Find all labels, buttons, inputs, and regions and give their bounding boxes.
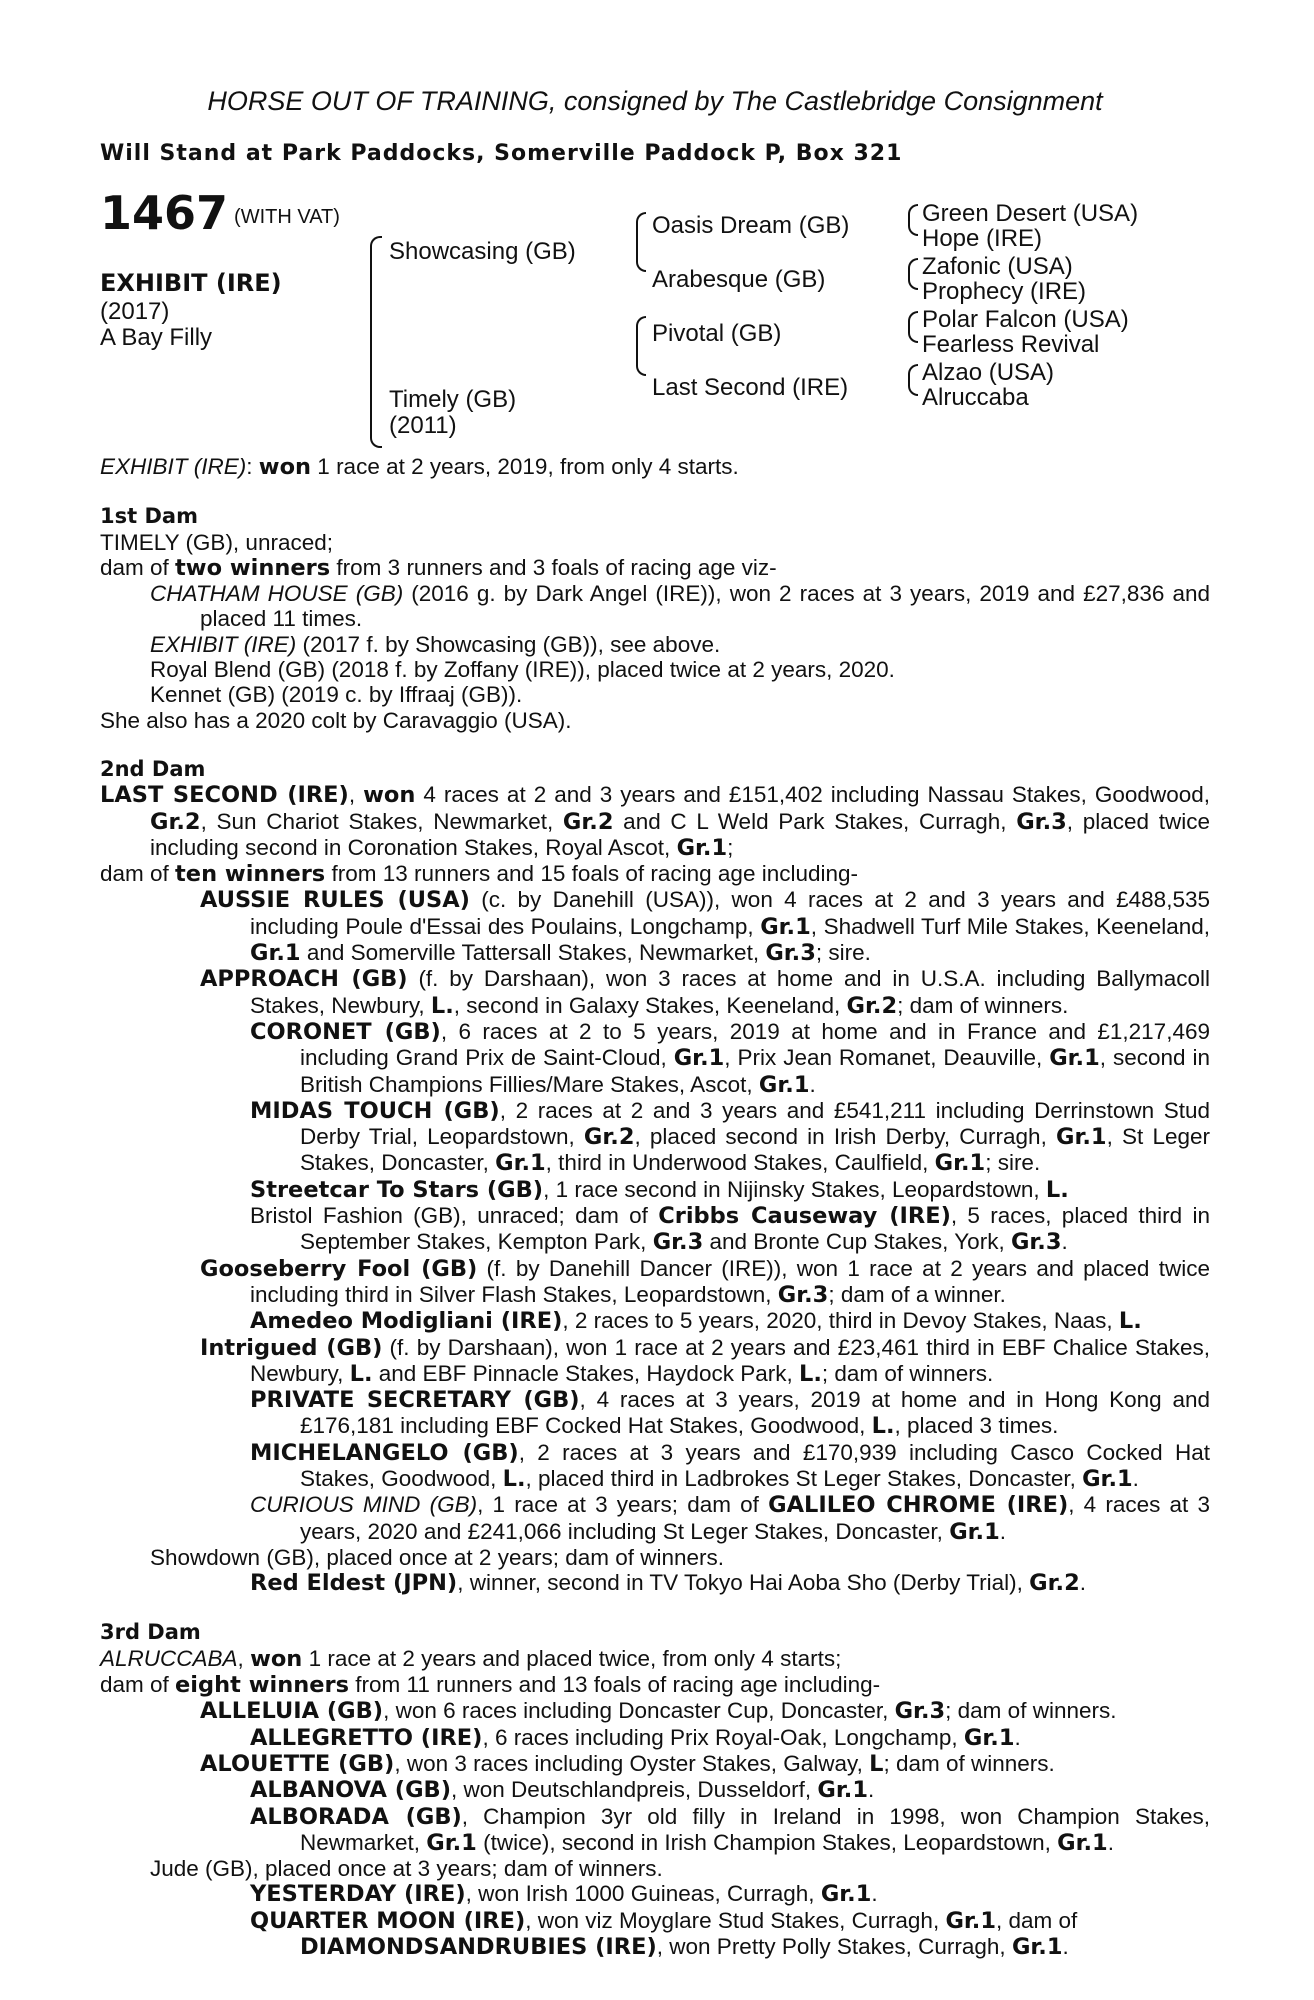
produce-entry: Bristol Fashion (GB), unraced; dam of Cribbs Causeway (IRE), 5 races, placed third in September Stakes, Kempton Park, Gr.3 and Bronte Cup Stakes, York, Gr.3. [250, 1203, 1210, 1256]
produce-entry: Red Eldest (JPN), winner, second in TV Tokyo Hai Aoba Sho (Derby Trial), Gr.2. [250, 1570, 1086, 1597]
produce-entry: Royal Blend (GB) (2018 f. by Zoffany (IRE)), placed twice at 2 years, 2020. [150, 657, 895, 683]
consignment-line: HORSE OUT OF TRAINING, consigned by The Castlebridge Consignment [207, 86, 1103, 116]
dam-year: (2011) [389, 412, 457, 439]
produce-entry: QUARTER MOON (IRE), won viz Moyglare Stud Stakes, Curragh, Gr.1, dam of [250, 1907, 1078, 1934]
sire-parents-brace [636, 212, 646, 272]
dam-dam-name: Last Second (IRE) [652, 374, 849, 401]
produce-entry: MIDAS TOUCH (GB), 2 races at 2 and 3 years and £541,211 including Derrinstown Stud Derby Trial, Leopardstown, Gr.2, placed second in Irish Derby, Curragh, Gr.1, St Leger Stakes, Doncaster, Gr.1, third in Underwood Stakes, Caulfield, Gr.1; sire. [250, 1097, 1210, 1177]
produce-entry: MICHELANGELO (GB), 2 races at 3 years and £170,939 including Casco Cocked Hat Stakes, Goodwood, L., placed third in Ladbrokes St Leger Stakes, Doncaster, Gr.1. [250, 1439, 1210, 1492]
g4-name: Prophecy (IRE) [922, 278, 1087, 305]
produce-entry: DIAMONDSANDRUBIES (IRE), won Pretty Polly Stakes, Curragh, Gr.1. [300, 1934, 1069, 1961]
sire-name: Showcasing (GB) [389, 238, 576, 265]
dam-sire-name: Pivotal (GB) [652, 320, 782, 347]
pedigree-table [100, 186, 1210, 440]
produce-entry: Jude (GB), placed once at 3 years; dam of winners. [150, 1856, 663, 1882]
produce-entry: Kennet (GB) (2019 c. by Iffraaj (GB)). [150, 682, 523, 708]
race-summary: EXHIBIT (IRE): won 1 race at 2 years, 2019, from only 4 starts. [100, 454, 739, 480]
third-dam-produce-intro: dam of eight winners from 11 runners and 13 foals of racing age including- [100, 1672, 881, 1699]
produce-entry: Gooseberry Fool (GB) (f. by Danehill Dancer (IRE)), won 1 race at 2 years and placed twice including third in Silver Flash Stakes, Leopardstown, Gr.3; dam of a winner. [200, 1255, 1210, 1308]
produce-entry: AUSSIE RULES (USA) (c. by Danehill (USA)), won 4 races at 2 and 3 years and £488,535 including Poule d'Essai des Poulains, Longchamp, Gr.1, Shadwell Turf Mile Stakes, Keeneland, Gr.1 and Somerville Tattersall Stakes, Newmarket, Gr.3; sire. [200, 887, 1211, 967]
produce-note: She also has a 2020 colt by Caravaggio (USA). [100, 707, 572, 733]
catalogue-body [100, 454, 1210, 1960]
produce-entry: Streetcar To Stars (GB), 1 race second in Nijinsky Stakes, Leopardstown, L. [250, 1176, 1069, 1203]
produce-entry: ALOUETTE (GB), won 3 races including Oyster Stakes, Galway, L; dam of winners. [200, 1750, 1055, 1777]
g-brace-4 [908, 364, 918, 396]
sire-dam-brace [370, 236, 382, 448]
catalogue-page [100, 80, 1210, 1960]
lot-header [100, 186, 340, 240]
g6-name: Fearless Revival [922, 331, 1100, 358]
horse-year: (2017) [100, 298, 170, 325]
produce-entry: ALBORADA (GB), Champion 3yr old filly in Ireland in 1998, won Champion Stakes, Newmarket, Gr.1 (twice), second in Irish Champion Stakes, Leopardstown, Gr.1. [250, 1803, 1210, 1856]
horse-name: EXHIBIT (IRE) [100, 269, 282, 297]
g-brace-2 [908, 258, 918, 290]
second-dam-title: 2nd Dam [100, 756, 206, 781]
third-dam-record: ALRUCCABA, won 1 race at 2 years and placed twice, from only 4 starts; [100, 1645, 842, 1672]
g-brace-3 [908, 311, 918, 343]
produce-entry: Amedeo Modigliani (IRE), 2 races to 5 years, 2020, third in Devoy Stakes, Naas, L. [250, 1308, 1142, 1335]
produce-entry: CURIOUS MIND (GB), 1 race at 3 years; dam of GALILEO CHROME (IRE), 4 races at 3 years, 2020 and £241,066 including St Leger Stakes, Doncaster, Gr.1. [250, 1492, 1210, 1545]
produce-entry: EXHIBIT (IRE) (2017 f. by Showcasing (GB)), see above. [150, 631, 721, 657]
produce-entry: ALLELUIA (GB), won 6 races including Doncaster Cup, Doncaster, Gr.3; dam of winners. [200, 1698, 1117, 1725]
first-dam-line: TIMELY (GB), unraced; [100, 529, 333, 555]
g7-name: Alzao (USA) [922, 359, 1055, 386]
second-dam-record: LAST SECOND (IRE), won 4 races at 2 and 3 years and £151,402 including Nassau Stakes, Goodwood, Gr.2, Sun Chariot Stakes, Newmarket, Gr.2 and C L Weld Park Stakes, Curragh, Gr.3, placed twice including second in Coronation Stakes, Royal Ascot, Gr.1; [100, 782, 1210, 861]
produce-entry: YESTERDAY (IRE), won Irish 1000 Guineas, Curragh, Gr.1. [250, 1881, 878, 1908]
g-brace-1 [908, 204, 918, 236]
dam-name: Timely (GB) [389, 386, 517, 413]
third-dam-title: 3rd Dam [100, 1620, 201, 1645]
sire-sire-name: Oasis Dream (GB) [652, 212, 850, 239]
lot-number: 1467 [100, 186, 229, 240]
produce-entry: ALLEGRETTO (IRE), 6 races including Prix Royal-Oak, Longchamp, Gr.1. [250, 1724, 1021, 1751]
dam-parents-brace [636, 316, 646, 376]
produce-entry: Intrigued (GB) (f. by Darshaan), won 1 race at 2 years and £23,461 third in EBF Chalice Stakes, Newbury, L. and EBF Pinnacle Stakes, Haydock Park, L.; dam of winners. [200, 1334, 1210, 1387]
horse-description: A Bay Filly [100, 324, 213, 351]
second-dam-produce-intro: dam of ten winners from 13 runners and 15 foals of racing age including- [100, 861, 859, 888]
sire-dam-name: Arabesque (GB) [652, 266, 826, 293]
g2-name: Hope (IRE) [922, 225, 1043, 252]
produce-entry: ALBANOVA (GB), won Deutschlandpreis, Dusseldorf, Gr.1. [250, 1777, 875, 1804]
produce-entry: Showdown (GB), placed once at 2 years; dam of winners. [150, 1544, 725, 1570]
produce-entry: APPROACH (GB) (f. by Darshaan), won 3 races at home and in U.S.A. including Ballymacoll Stakes, Newbury, L., second in Galaxy Stakes, Keeneland, Gr.2; dam of winners. [200, 966, 1210, 1019]
g3-name: Zafonic (USA) [922, 253, 1073, 280]
lot-vat: (WITH VAT) [234, 206, 340, 228]
g8-name: Alruccaba [922, 384, 1029, 411]
stand-location: Will Stand at Park Paddocks, Somerville Paddock P, Box 321 [100, 141, 903, 166]
produce-entry: CORONET (GB), 6 races at 2 to 5 years, 2019 at home and in France and £1,217,469 including Grand Prix de Saint-Cloud, Gr.1, Prix Jean Romanet, Deauville, Gr.1, second in British Champions Fillies/Mare Stakes, Ascot, Gr.1. [250, 1018, 1210, 1098]
g5-name: Polar Falcon (USA) [922, 306, 1129, 333]
produce-entry: CHATHAM HOUSE (GB) (2016 g. by Dark Angel (IRE)), won 2 races at 3 years, 2019 and £27,836 and placed 11 times. [150, 581, 1211, 632]
g1-name: Green Desert (USA) [922, 200, 1139, 227]
produce-entry: PRIVATE SECRETARY (GB), 4 races at 3 years, 2019 at home and in Hong Kong and £176,181 including EBF Cocked Hat Stakes, Goodwood, L., placed 3 times. [250, 1387, 1210, 1440]
first-dam-produce-intro: dam of two winners from 3 runners and 3 foals of racing age viz- [100, 554, 777, 581]
first-dam-title: 1st Dam [100, 504, 198, 529]
